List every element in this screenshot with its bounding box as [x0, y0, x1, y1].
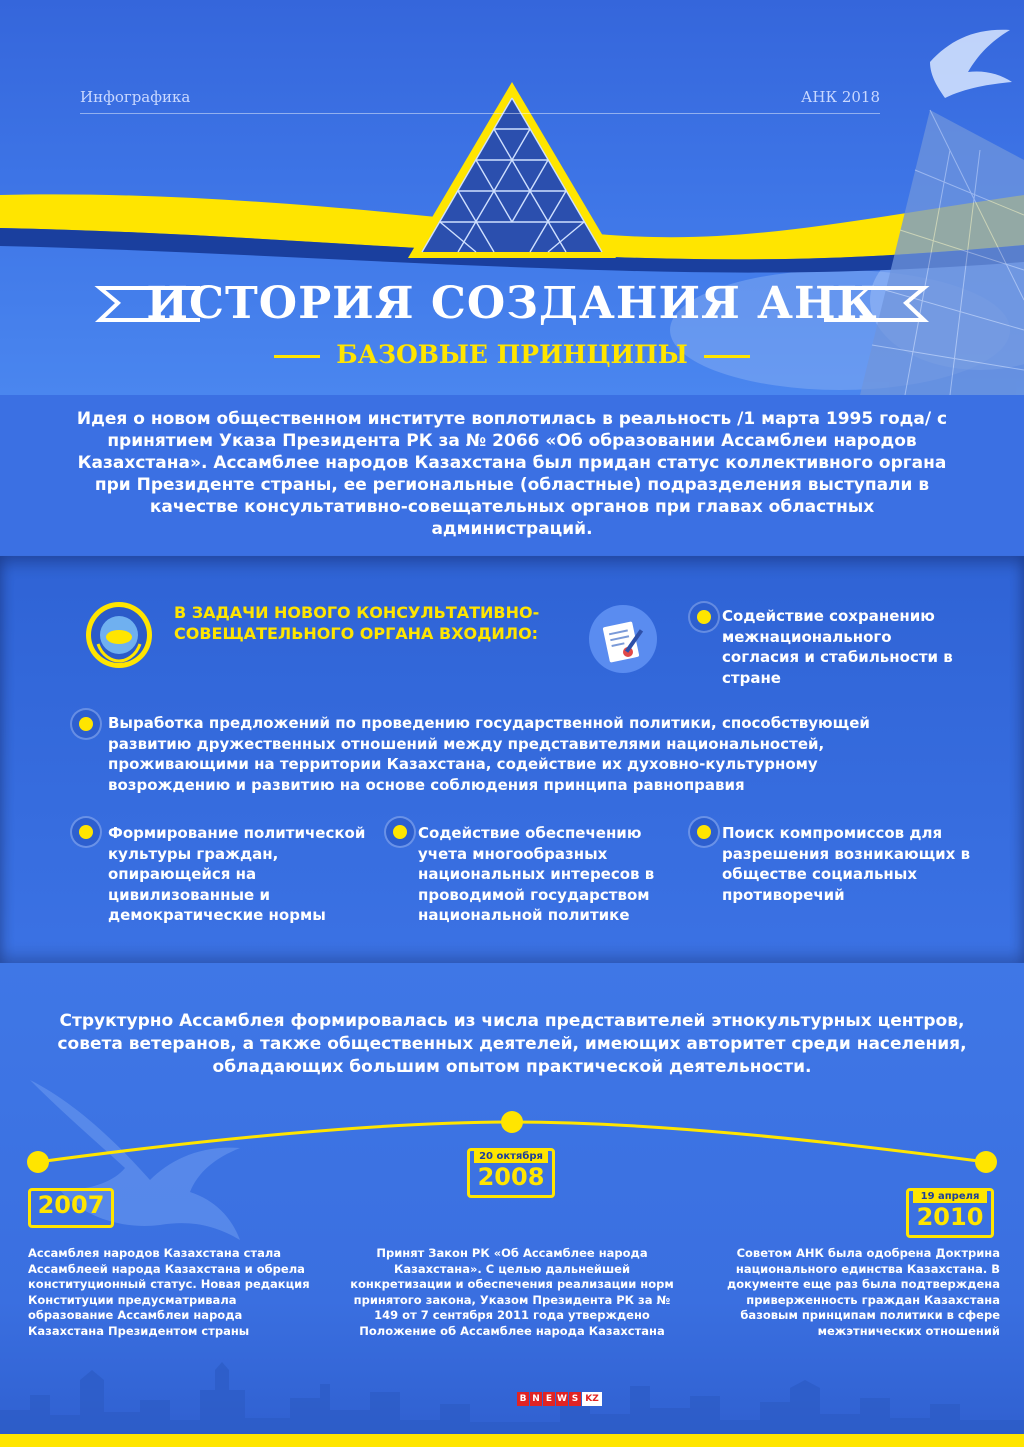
subtitle-rule-left: [274, 355, 320, 358]
logo-domain: KZ: [582, 1392, 602, 1406]
year-badge-2010: [906, 1188, 994, 1238]
year-number: 2008: [477, 1163, 545, 1191]
structure-paragraph: Структурно Ассамблея формировалась из числа представителей этнокультурных центров, совета ветеранов, а также общественных деятелей, имеющих авторитет среди населения, обладающих большим опытом практической деятельности.: [57, 1011, 967, 1077]
header-divider: [80, 113, 880, 114]
year-badge-2008: [467, 1148, 555, 1198]
logo-letter: N: [530, 1392, 542, 1406]
bullet-icon: [690, 818, 718, 846]
timeline-dot: [27, 1151, 49, 1173]
logo-letter: W: [557, 1394, 567, 1404]
task-item: Выработка предложений по проведению государственной политики, способствующей развитию дружественных отношений между представителями национальностей, проживающими на территории Казахстана, содействие их духовно-культурному возрождению и развитию на основе соблюдения принципа равноправия: [108, 714, 870, 794]
task-item: Содействие обеспечению учета многообразных национальных интересов в проводимой государством национальной политике: [418, 824, 655, 924]
source-logo: [517, 1392, 603, 1406]
year-badge-2007: [28, 1188, 114, 1228]
logo-letter: S: [569, 1392, 581, 1406]
timeline-description: Принят Закон РК «Об Ассамблее народа Казахстана». С целью дальнейшей конкретизации и обеспечения реализации норм принятого закона, Указом Президента РК за № 149 от 7 сентября 2011 года утверждено Положение об Ассамблее народа Казахстана: [350, 1246, 674, 1338]
task-item: Содействие сохранению межнационального согласия и стабильности в стране: [722, 607, 953, 687]
timeline-description: Ассамблея народов Казахстана стала Ассамблеей народа Казахстана и обрела конституционный статус. Новая редакция Конституции предусматривала образование Ассамблеи народа Казахстана Президентом страны: [28, 1246, 310, 1338]
city-skyline-illustration: [0, 1340, 1024, 1440]
bullet-icon: [72, 710, 100, 738]
subtitle-text: БАЗОВЫЕ ПРИНЦИПЫ: [336, 340, 688, 369]
task-item: Формирование политической культуры граждан, опирающейся на цивилизованные и демократические нормы: [108, 824, 366, 924]
page-subtitle: [0, 340, 1024, 369]
bullet-icon: [386, 818, 414, 846]
intro-paragraph: Идея о новом общественном институте воплотилась в реальность /1 марта 1995 года/ с принятием Указа Президента РК за № 2066 «Об образовании Ассамблеи народов Казахстана». Ассамблее народов Казахстана был придан статус коллективного органа при Президенте страны, ее региональные (областные) подразделения выступали в качестве консультативно-совещательных органов при главах областных администраций.: [76, 409, 948, 539]
bullet-icon: [72, 818, 100, 846]
page-title: ИСТОРИЯ СОЗДАНИЯ АНК: [146, 278, 878, 329]
year-date: 19 апреля: [913, 1191, 987, 1203]
assembly-emblem-icon: [84, 600, 154, 670]
task-item: Поиск компромиссов для разрешения возникающих в обществе социальных противоречий: [722, 824, 971, 904]
header-banner: [0, 0, 1024, 395]
timeline-dot: [501, 1111, 523, 1133]
document-icon: [588, 604, 658, 674]
year-number: 2007: [37, 1191, 105, 1219]
dove-icon: [930, 30, 1012, 98]
timeline-dot: [975, 1151, 997, 1173]
pyramid-illustration: [408, 82, 616, 258]
tasks-heading: В ЗАДАЧИ НОВОГО КОНСУЛЬТАТИВНО-СОВЕЩАТЕЛЬНОГО ОРГАНА ВХОДИЛО:: [174, 603, 540, 643]
year-number: 2010: [916, 1203, 984, 1231]
subtitle-rule-right: [704, 355, 750, 358]
logo-letter: E: [543, 1392, 555, 1406]
header-decoration: [0, 0, 1024, 395]
year-date: 20 октября: [474, 1151, 548, 1163]
category-label: Инфографика: [80, 88, 191, 106]
bullet-icon: [690, 603, 718, 631]
timeline-description: Советом АНК была одобрена Доктрина национального единства Казахстана. В документе еще раз была подтверждена приверженность граждан Казахстана базовым принципам политики в сфере межэтнических отношений: [726, 1246, 1000, 1338]
bottom-strip: [0, 1434, 1024, 1447]
logo-letter: B: [517, 1392, 529, 1406]
edition-label: АНК 2018: [801, 88, 880, 106]
